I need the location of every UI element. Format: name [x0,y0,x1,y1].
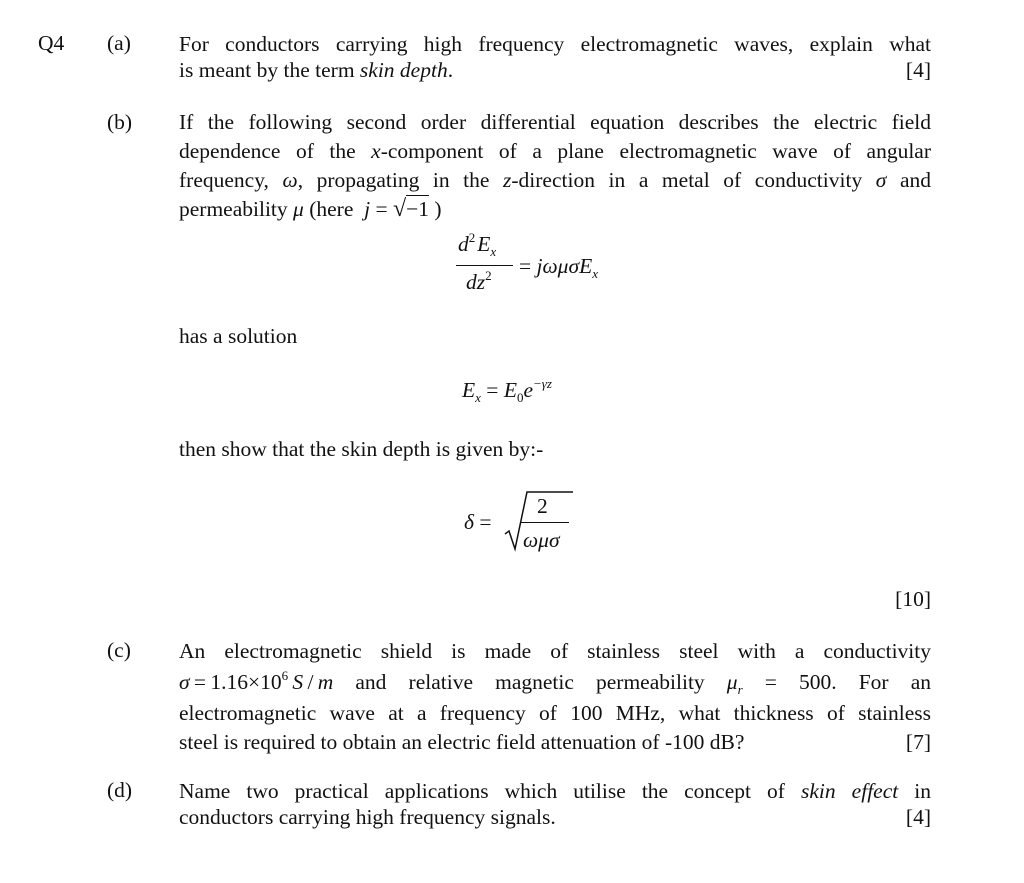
part-d-line-2: conductors carrying high frequency signals. [4] [179,805,931,829]
part-c-line-1: An electromagnetic shield is made of stainless steel with a conductivity [179,639,931,663]
part-b-intro [179,108,931,224]
part-d-text [179,778,931,830]
part-d-emphasis: skin effect [801,779,899,803]
question-number: Q4 [38,31,65,55]
part-a-line-2: is meant by the term skin depth. [4] [179,58,931,82]
part-a-label: (a) [107,31,131,55]
part-d-marks: [4] [905,805,931,829]
part-b-solution: $E_x = E_0e^{-\gamma z}$ [462,376,552,405]
part-c-label: (c) [107,638,131,662]
part-c-text [179,636,931,756]
part-b-solution-intro: has a solution [179,324,298,348]
part-b-line-1: If the following second order differential equation describes the electric field [179,110,931,134]
part-d-label: (d) [107,778,133,802]
part-a-text [179,31,931,83]
part-a-emphasis: skin depth [359,58,448,82]
part-a-marks: [4] [905,58,931,82]
part-c-line-4: steel is required to obtain an electric field attenuation of -100 dB? [7] [179,727,931,756]
part-b-line-4: permeability μ (here j = √−1 ) [179,196,442,222]
part-c-line-2: $\sigma = 1.16\times 10^6$ S / m and relative magnetic permeability $\mu_r = 500$. For an [179,668,931,697]
part-b-line-2: dependence of the x-component of a plane electromagnetic wave of angular [179,139,931,163]
part-c-marks: [7] [905,730,931,754]
part-b-show-text: then show that the skin depth is given by:- [179,437,544,461]
part-b-marks: [10] [895,587,931,611]
part-b-label: (b) [107,110,133,134]
part-c-line-3: electromagnetic wave at a frequency of 100 MHz, what thickness of stainless [179,701,931,725]
part-d-line-1: Name two practical applications which utilise the concept of skin effect in [179,779,932,803]
part-a-line-1: For conductors carrying high frequency electromagnetic waves, explain what [179,32,931,56]
part-b-line-3: frequency, ω, propagating in the z-direction in a metal of conductivity σ and [179,168,931,192]
part-a-line-2-text: is meant by the term [179,58,355,82]
